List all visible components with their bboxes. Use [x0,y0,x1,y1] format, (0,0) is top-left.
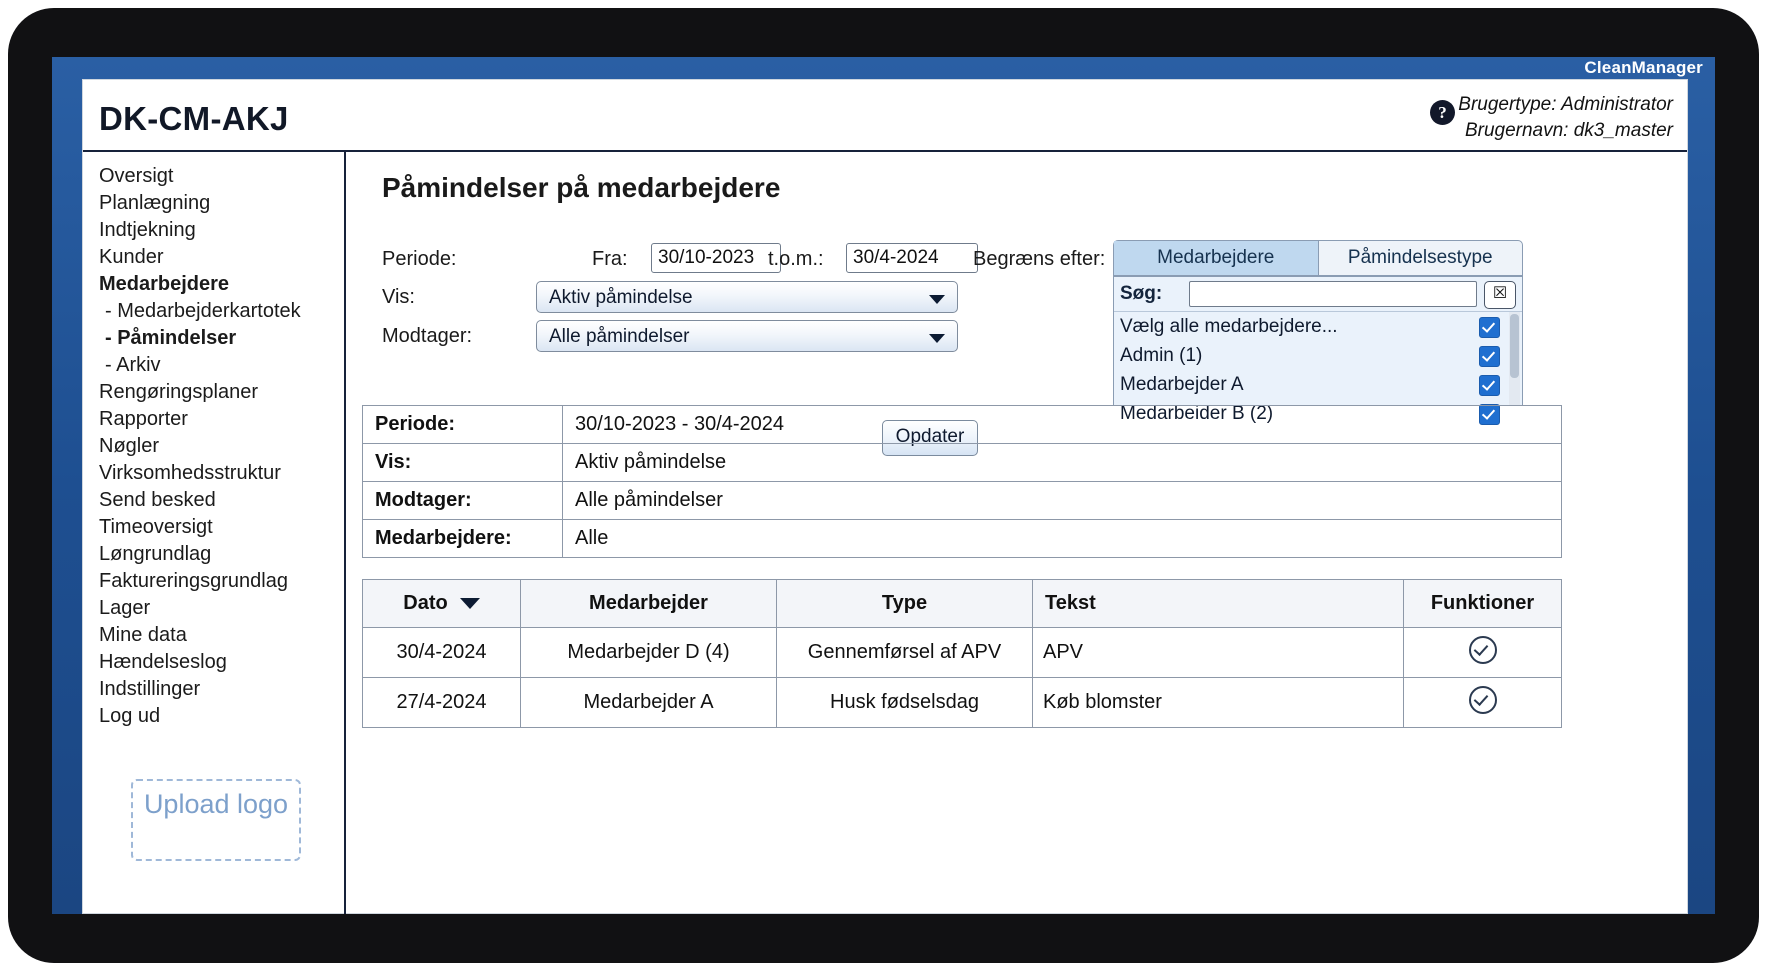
tab-paamindelsestype[interactable]: Påmindelsestype [1347,247,1493,268]
fra-date-input[interactable] [651,243,781,273]
cell-funktioner [1404,678,1562,728]
option-label: Medarbejder A [1120,374,1244,395]
sidebar-item-indstillinger[interactable]: Indstillinger [99,678,201,700]
scrollbar-thumb[interactable] [1510,314,1519,378]
help-icon[interactable]: ? [1430,100,1455,125]
option-label: Vælg alle medarbejdere... [1120,316,1338,337]
tom-label: t.o.m.: [768,248,824,270]
table-row [363,678,1562,728]
option-label: Medarbeider B (2) [1120,403,1274,424]
vis-select[interactable] [536,281,958,313]
app-page [82,79,1688,914]
sidebar-item-send-besked[interactable]: Send besked [99,489,216,511]
begraens-tabs [1113,240,1523,276]
modtager-select-value: Alle påmindelser [549,326,690,347]
sidebar-item-rapporter[interactable]: Rapporter [99,408,188,430]
modtager-label: Modtager: [382,325,473,347]
sidebar-item-mine-data[interactable]: Mine data [99,624,187,646]
sidebar-item-indtjekning[interactable]: Indtjekning [99,219,196,241]
column-header-funktioner: Funktioner [1404,580,1562,628]
sidebar-item-virksomhedsstruktur[interactable]: Virksomhedsstruktur [99,462,281,484]
check-circle-icon[interactable] [1469,686,1497,714]
cell-medarbejder: Medarbejder A [521,678,777,728]
screen [52,57,1715,914]
content-heading: Påmindelser på medarbejdere [382,172,781,203]
column-header-type[interactable]: Type [777,580,1033,628]
sidebar-item-faktureringsgrundlag[interactable]: Faktureringsgrundlag [99,570,288,592]
sidebar-item-arkiv[interactable]: - Arkiv [105,354,161,376]
search-label: Søg: [1120,283,1163,304]
vis-label: Vis: [382,286,415,308]
list-item[interactable] [1114,312,1522,341]
chevron-down-icon [929,334,945,343]
sidebar-item-oversigt[interactable]: Oversigt [99,165,174,187]
periode-label: Periode: [382,248,457,270]
chevron-down-icon [929,295,945,304]
summary-key: Vis: [363,444,563,482]
sidebar-item-noegler[interactable]: Nøgler [99,435,160,457]
reminders-table [362,579,1562,728]
upload-logo-button[interactable]: Upload logo [131,779,301,861]
sidebar-item-planlaegning[interactable]: Planlægning [99,192,211,214]
cell-type: Husk fødselsdag [777,678,1033,728]
summary-value: Aktiv påmindelse [563,444,1562,482]
sidebar-item-rengoeringsplaner[interactable]: Rengøringsplaner [99,381,258,403]
sidebar-item-kunder[interactable]: Kunder [99,246,164,268]
column-header-dato[interactable] [363,580,521,628]
page-title: DK-CM-AKJ [99,100,289,137]
summary-key: Periode: [363,406,563,444]
options-scrollbar[interactable] [1509,312,1520,405]
summary-key: Medarbejdere: [363,520,563,558]
summary-table [362,405,1562,558]
summary-value: Alle [563,520,1562,558]
checkbox-icon[interactable] [1479,375,1500,396]
sidebar-item-loengrundlag[interactable]: Løngrundlag [99,543,212,565]
column-header-medarbejder[interactable]: Medarbejder [521,580,777,628]
sidebar-item-timeoversigt[interactable]: Timeoversigt [99,516,213,538]
cell-dato: 27/4-2024 [363,678,521,728]
list-item[interactable] [1114,341,1522,370]
table-row [363,520,1562,558]
sort-descending-icon[interactable] [460,598,480,609]
search-input[interactable] [1189,281,1477,307]
sidebar-item-medarbejdere[interactable]: Medarbejdere [99,273,230,295]
check-circle-icon[interactable] [1469,636,1497,664]
column-header-dato-label: Dato [403,592,448,614]
usertype-text: Brugertype: Administrator [1458,94,1673,115]
tab-medarbejdere[interactable]: Medarbejdere [1114,241,1319,275]
app-header [83,80,1687,152]
table-row [363,628,1562,678]
vis-select-value: Aktiv påmindelse [549,287,693,308]
username-text: Brugernavn: dk3_master [1464,120,1673,141]
summary-value: Alle påmindelser [563,482,1562,520]
cell-medarbejder: Medarbejder D (4) [521,628,777,678]
summary-value: 30/10-2023 - 30/4-2024 [563,406,1562,444]
cell-tekst: APV [1033,628,1404,678]
medarbejder-filter-panel [1113,276,1523,424]
sidebar-item-haendelseslog[interactable]: Hændelseslog [99,651,227,673]
list-item[interactable] [1114,370,1522,399]
sidebar [83,152,346,914]
checkbox-icon[interactable] [1479,317,1500,338]
fra-label: Fra: [592,248,628,270]
option-label: Admin (1) [1120,345,1203,366]
begraens-efter-label: Begræns efter: [973,248,1106,270]
sidebar-item-paamindelser[interactable]: - Påmindelser [105,327,237,349]
clear-search-icon[interactable]: ☒ [1484,281,1516,309]
cell-tekst: Køb blomster [1033,678,1404,728]
main-content [348,152,1687,914]
table-row [363,444,1562,482]
cell-funktioner [1404,628,1562,678]
tom-date-input[interactable] [846,243,978,273]
table-row [363,406,1562,444]
search-row [1114,277,1522,312]
opdater-button[interactable]: Opdater [882,420,978,456]
cell-type: Gennemførsel af APV [777,628,1033,678]
table-row [363,482,1562,520]
summary-key: Modtager: [363,482,563,520]
cell-dato: 30/4-2024 [363,628,521,678]
sidebar-item-log-ud[interactable]: Log ud [99,705,161,727]
user-meta [1458,92,1673,144]
table-header-row [363,580,1562,628]
sidebar-item-medarbejderkartotek[interactable]: - Medarbejderkartotek [105,300,301,322]
brand-bar: CleanManager [1584,58,1703,77]
checkbox-icon[interactable] [1479,346,1500,367]
column-header-tekst[interactable]: Tekst [1033,580,1404,628]
sidebar-item-lager[interactable]: Lager [99,597,151,619]
modtager-select[interactable] [536,320,958,352]
